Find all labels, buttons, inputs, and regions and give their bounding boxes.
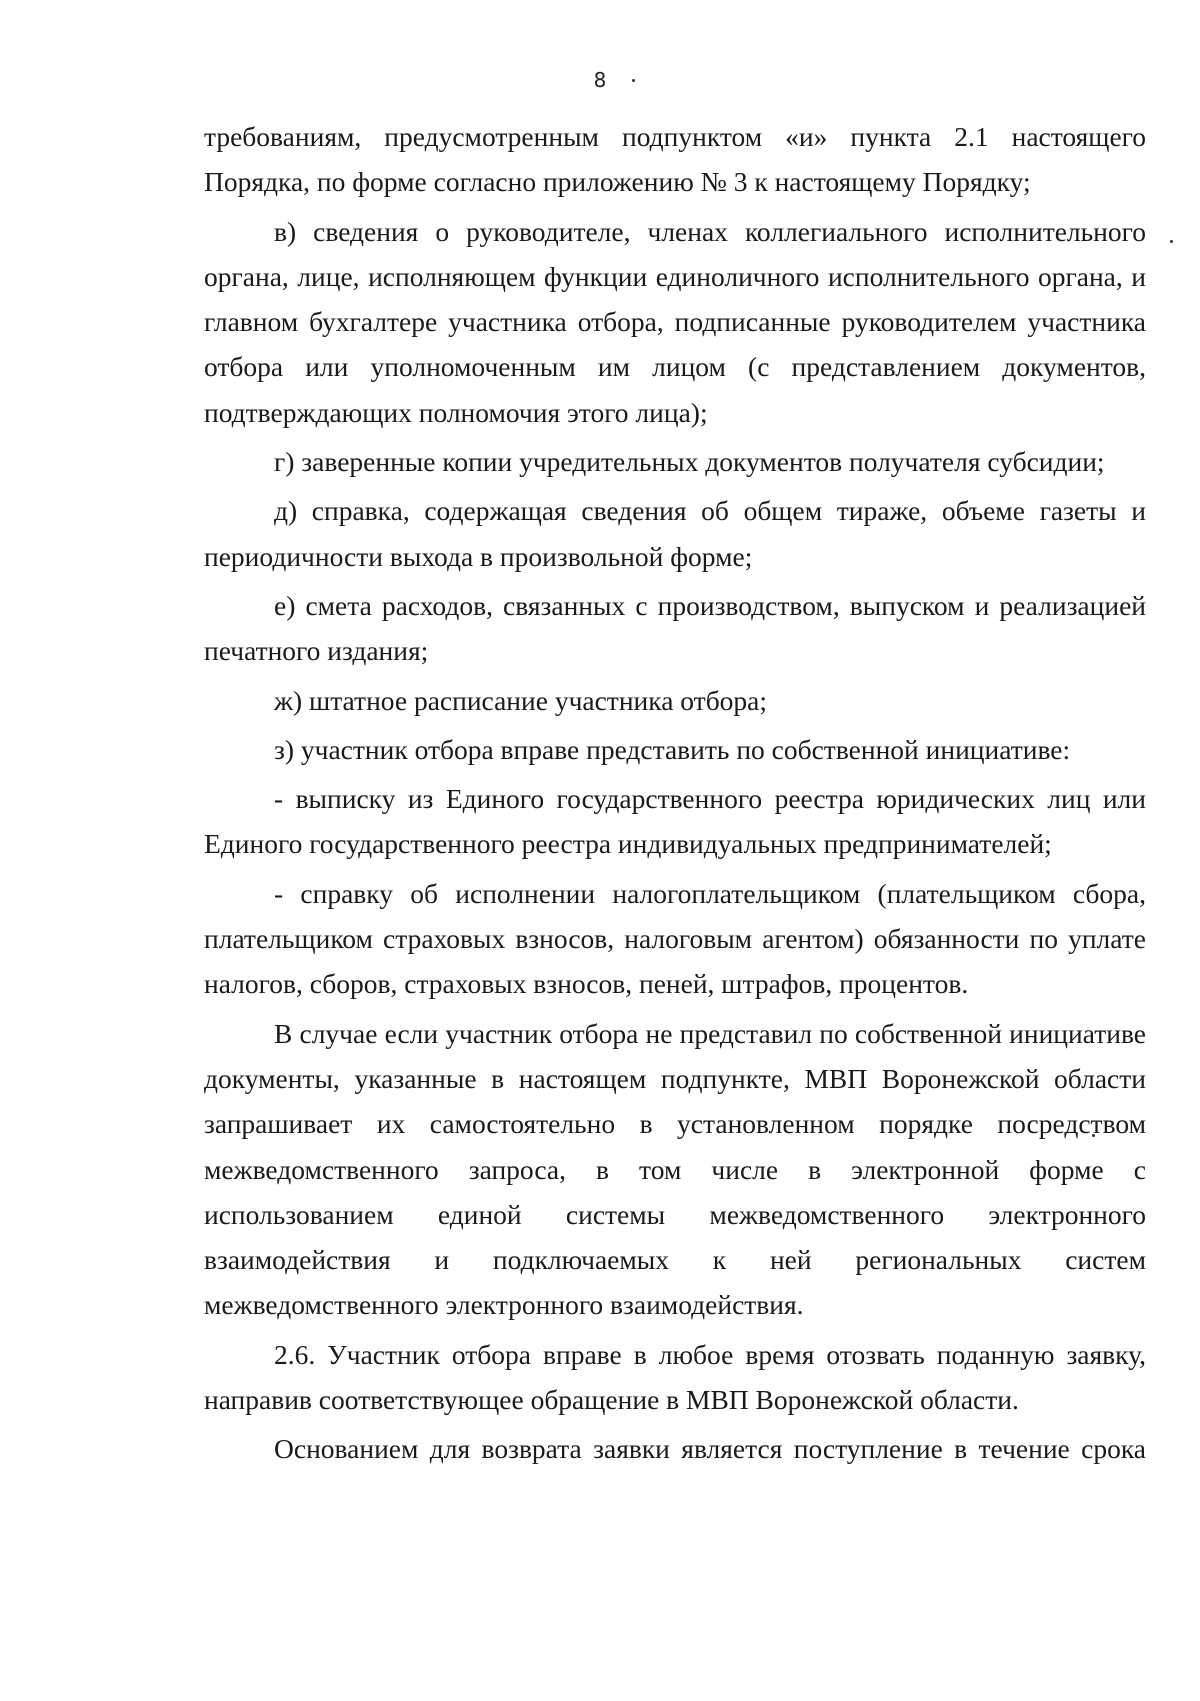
paragraph-item-e: е) смета расходов, связанных с производством, выпуском и реализацией печатного издания;	[204, 589, 1146, 667]
paragraph-bullet-egrul: - выписку из Единого государственного реестра юридических лиц или Единого государственного реестра индивидуальных предпринимателей;	[204, 783, 1146, 860]
document-body	[204, 114, 1146, 1472]
paragraph-item-zh: ж) штатное расписание участника отбора;	[274, 684, 768, 716]
paragraph-bullet-tax: - справку об исполнении налогоплательщиком (плательщиком сбора, плательщиком страховых взносов, налоговым агентом) обязанности по уплате налогов, сборов, страховых взносов, пеней, штрафов, процентов.	[204, 877, 1146, 1000]
paragraph-return-basis: Основанием для возврата заявки является поступление в течение срока	[274, 1433, 1146, 1465]
paragraph-item-d: д) справка, содержащая сведения об общем тираже, объеме газеты и периодичности выхода в произвольной форме;	[204, 495, 1146, 572]
paragraph-interagency-request: В случае если участник отбора не представил по собственной инициативе документы, указанные в настоящем подпункте, МВП Воронежской области запрашивает их самостоятельно в установленном порядке посредством межведомственного запроса, в том числе в электронной форме с использованием единой системы межведомственного электронного взаимодействия и подключаемых к ней региональных систем межведомственного электронного взаимодействия.	[204, 1017, 1146, 1321]
paragraph-2-6: 2.6. Участник отбора вправе в любое время отозвать поданную заявку, направив соответствующее обращение в МВП Воронежской области.	[204, 1338, 1146, 1416]
paragraph-item-v: в) сведения о руководителе, членах коллегиального исполнительного органа, лице, исполняющем функции единоличного исполнительного органа, и главном бухгалтере участника отбора, подписанные руководителем участника отбора или уполномоченным им лицом (с представлением документов, подтверждающих полномочия этого лица);	[204, 215, 1146, 428]
page-number: 8	[593, 68, 607, 92]
paragraph-continuation: требованиям, предусмотренным подпунктом «и» пункта 2.1 настоящего Порядка, по форме согласно приложению № 3 к настоящему Порядку;	[204, 121, 1146, 198]
paragraph-item-z: з) участник отбора вправе представить по собственной инициативе:	[274, 733, 1071, 765]
scan-speck	[632, 79, 635, 82]
paragraph-item-g: г) заверенные копии учредительных документов получателя субсидии;	[274, 446, 1105, 478]
scan-speck	[1170, 240, 1173, 243]
